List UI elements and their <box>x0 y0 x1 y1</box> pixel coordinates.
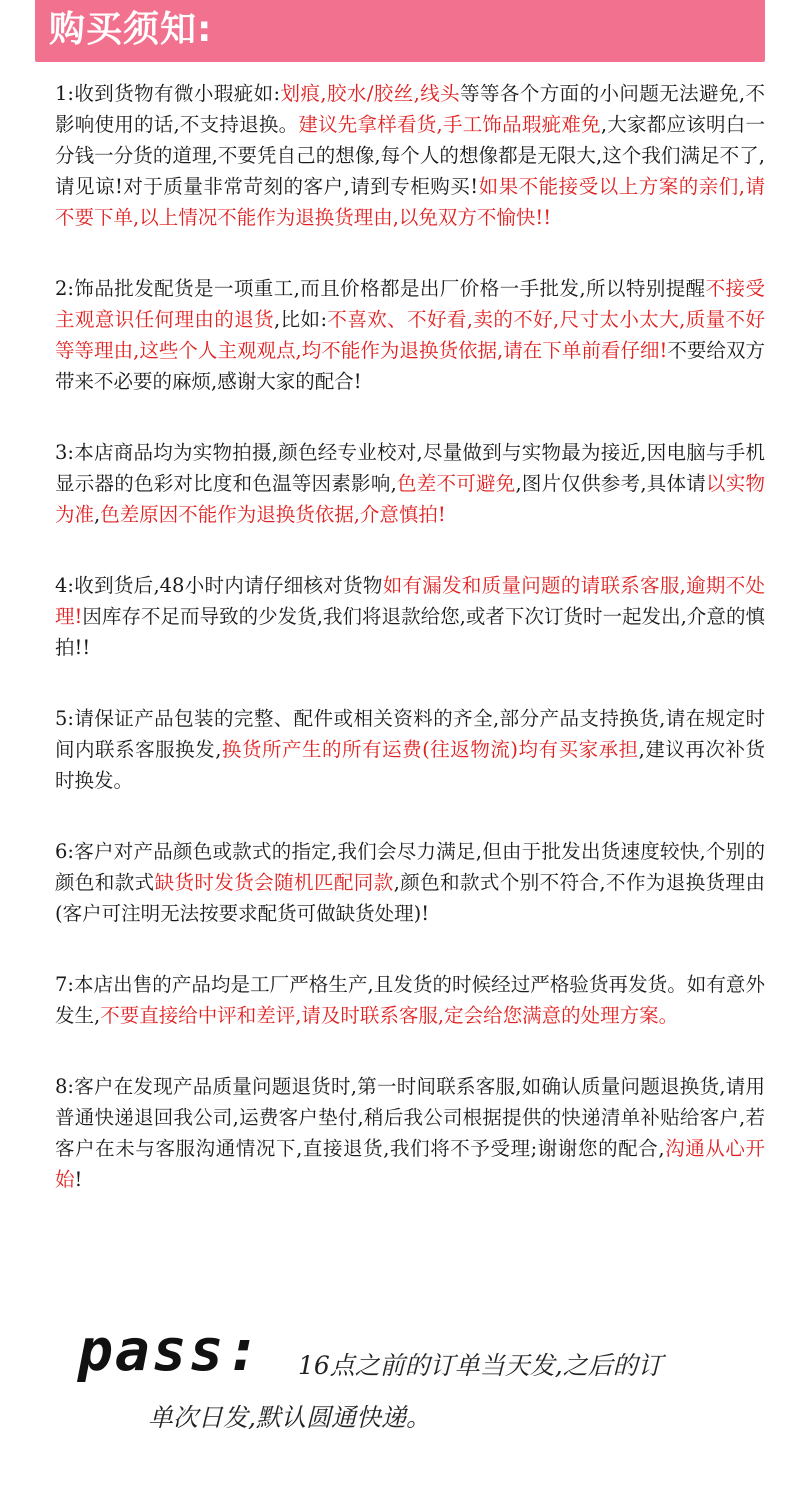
notice-text: ,大家都应该明白一分钱一分货的道理,不要凭自己的想像,每个人的想像都是无限大,这个我们满足不了,请见谅!对于质量非常苛刻的客户,请到专柜购买! <box>55 113 765 198</box>
notice-text: ! <box>74 1168 83 1191</box>
highlighted-text: 色差原因不能作为退换货依据,介意慎拍! <box>100 503 446 526</box>
notice-item-2 <box>55 273 765 397</box>
notice-text: ,图片仅供参考,具体请 <box>515 472 706 495</box>
notice-text: ,颜色和款式个别不符合,不作为退换货理由(客户可注明无法按要求配货可做缺货处理)! <box>55 871 765 925</box>
highlighted-text: 以实物为准 <box>55 472 765 526</box>
highlighted-text: 建议先拿样看货,手工饰品瑕疵难免 <box>298 113 601 136</box>
notice-item-5 <box>55 703 765 796</box>
highlighted-text: 换货所产生的所有运费(往返物流)均有买家承担 <box>221 738 639 761</box>
notice-text: 8:客户在发现产品质量问题退货时,第一时间联系客服,如确认质量问题退换货,请用普通快递退回我公司,运费客户垫付,稍后我公司根据提供的快递清单补贴给客户,若客户在未与客服沟通情况下,直接退货,我们将不予受理;谢谢您的配合, <box>55 1075 765 1160</box>
notice-text: 等等各个方面的小问题无法避免,不影响使用的话,不支持退换。 <box>55 82 766 136</box>
highlighted-text: 如有漏发和质量问题的请联系客服,逾期不处理! <box>55 574 765 628</box>
notice-text: ,比如: <box>274 308 328 331</box>
notice-item-8 <box>55 1071 765 1195</box>
notice-text: 5:请保证产品包装的完整、配件或相关资料的齐全,部分产品支持换货,请在规定时间内联系客服换发, <box>55 707 765 761</box>
notice-item-7 <box>55 969 765 1031</box>
highlighted-text: 不要直接给中评和差评,请及时联系客服,定会给您满意的处理方案。 <box>100 1004 679 1027</box>
shipping-note-text <box>148 1340 768 1444</box>
notice-text: 3:本店商品均为实物拍摄,颜色经专业校对,尽量做到与实物最为接近,因电脑与手机显示器的色彩对比度和色温等因素影响, <box>55 441 765 495</box>
highlighted-text: 不接受主观意识任何理由的退货 <box>55 277 765 331</box>
page-title: 购买须知: <box>49 9 213 50</box>
header-banner <box>35 0 765 62</box>
notice-text: 2:饰品批发配货是一项重工,而且价格都是出厂价格一手批发,所以特别提醒 <box>55 277 706 300</box>
notice-text: 不要给双方带来不必要的麻烦,感谢大家的配合! <box>55 339 765 393</box>
notice-text: , <box>94 503 101 526</box>
pass-label: pass: <box>78 1316 263 1384</box>
notice-text: 4:收到货后,48小时内请仔细核对货物 <box>55 574 383 597</box>
notice-item-3 <box>55 437 765 530</box>
notice-text: 1:收到货物有微小瑕疵如: <box>55 82 281 105</box>
notice-text: 7:本店出售的产品均是工厂严格生产,且发货的时候经过严格验货再发货。如有意外发生, <box>55 973 765 1027</box>
highlighted-text: 沟通从心开始 <box>55 1137 765 1191</box>
notice-text: 因库存不足而导致的少发货,我们将退款给您,或者下次订货时一起发出,介意的慎拍!! <box>55 605 765 659</box>
highlighted-text: 色差不可避免 <box>396 472 516 495</box>
shipping-note <box>78 1318 778 1438</box>
notice-item-4 <box>55 570 765 663</box>
notice-text: 6:客户对产品颜色或款式的指定,我们会尽力满足,但由于批发出货速度较快,个别的颜色和款式 <box>55 840 765 894</box>
notice-item-6 <box>55 836 765 929</box>
highlighted-text: 缺货时发货会随机匹配同款 <box>154 871 394 894</box>
highlighted-text: 划痕,胶水/胶丝,线头 <box>280 82 461 105</box>
notice-list <box>55 78 765 1235</box>
notice-item-1 <box>55 78 765 233</box>
notice-text: ,建议再次补货时换发。 <box>55 738 765 792</box>
shipping-note-line-2: 单次日发,默认圆通快递。 <box>148 1403 431 1432</box>
highlighted-text: 如果不能接受以上方案的亲们,请不要下单,以上情况不能作为退换货理由,以免双方不愉快!! <box>55 175 765 229</box>
highlighted-text: 不喜欢、不好看,卖的不好,尺寸太小太大,质量不好等等理由,这些个人主观观点,均不能作为退换货依据,请在下单前看仔细! <box>55 308 765 362</box>
shipping-note-line-1: 16点之前的订单当天发,之后的订 <box>298 1351 663 1380</box>
